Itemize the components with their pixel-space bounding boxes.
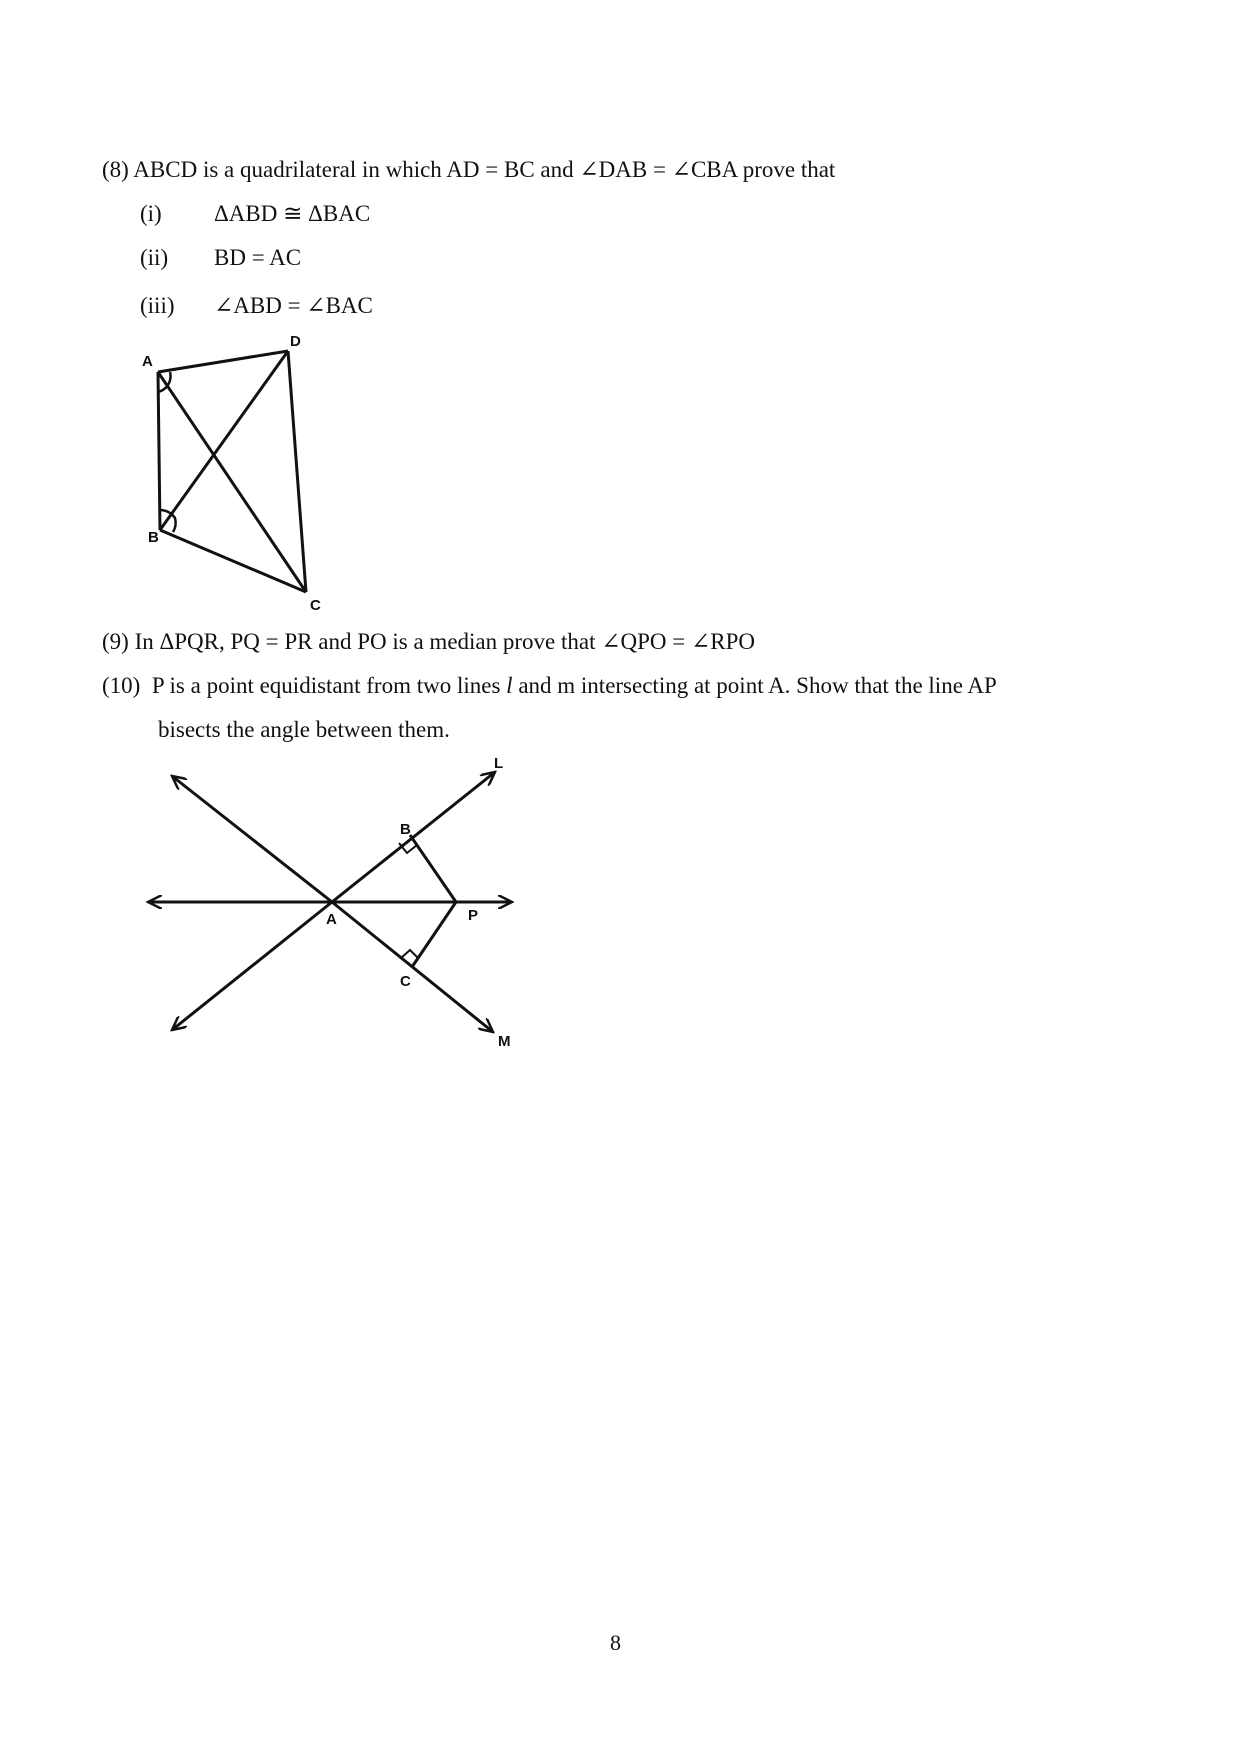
right-angle-c: [401, 950, 418, 958]
q8-statement: (8) ABCD is a quadrilateral in which AD = BC and ∠DAB = ∠CBA prove that: [102, 157, 836, 182]
q10-label-c: C: [400, 973, 411, 990]
side-ad: [158, 351, 288, 372]
q10-lines-figure: [148, 772, 512, 1032]
q10-label-a: A: [326, 911, 337, 928]
q9-statement: (9) In ΔPQR, PQ = PR and PO is a median prove that ∠QPO = ∠RPO: [102, 629, 755, 654]
q10-label-l: L: [494, 755, 504, 772]
line-l-lower: [172, 902, 332, 1030]
q8-part-3-text: ∠ABD = ∠BAC: [214, 293, 373, 318]
q8-part-3-num: (iii): [140, 293, 175, 318]
q10-line-2: bisects the angle between them.: [158, 717, 450, 742]
side-ba: [158, 372, 160, 530]
diagonal-bd: [160, 351, 288, 530]
q10-text-before: P is a point equidistant from two lines: [151, 673, 507, 698]
q8-part-1-text: ΔABD ≅ ΔBAC: [214, 201, 371, 226]
q10-number: (10): [102, 673, 141, 698]
q8-label-c: C: [310, 597, 321, 614]
q8-label-b: B: [148, 529, 159, 546]
q10-line-l-italic: l: [506, 673, 513, 698]
q8-part-2-num: (ii): [140, 245, 169, 270]
q10-text-after: and m intersecting at point A. Show that the line AP: [512, 673, 997, 698]
line-l-upper: [332, 772, 495, 902]
line-m-upper: [172, 776, 332, 902]
side-dc: [288, 351, 306, 592]
q10-label-m: M: [498, 1033, 511, 1050]
q8-part-2-text: BD = AC: [214, 245, 302, 270]
q10-label-b: B: [400, 821, 411, 838]
q8-label-d: D: [290, 333, 301, 350]
q8-label-a: A: [142, 353, 153, 370]
page-number: 8: [610, 1630, 621, 1655]
q8-quadrilateral-figure: [158, 351, 306, 592]
q8-part-1-num: (i): [140, 201, 162, 226]
q10-label-p: P: [468, 907, 479, 924]
